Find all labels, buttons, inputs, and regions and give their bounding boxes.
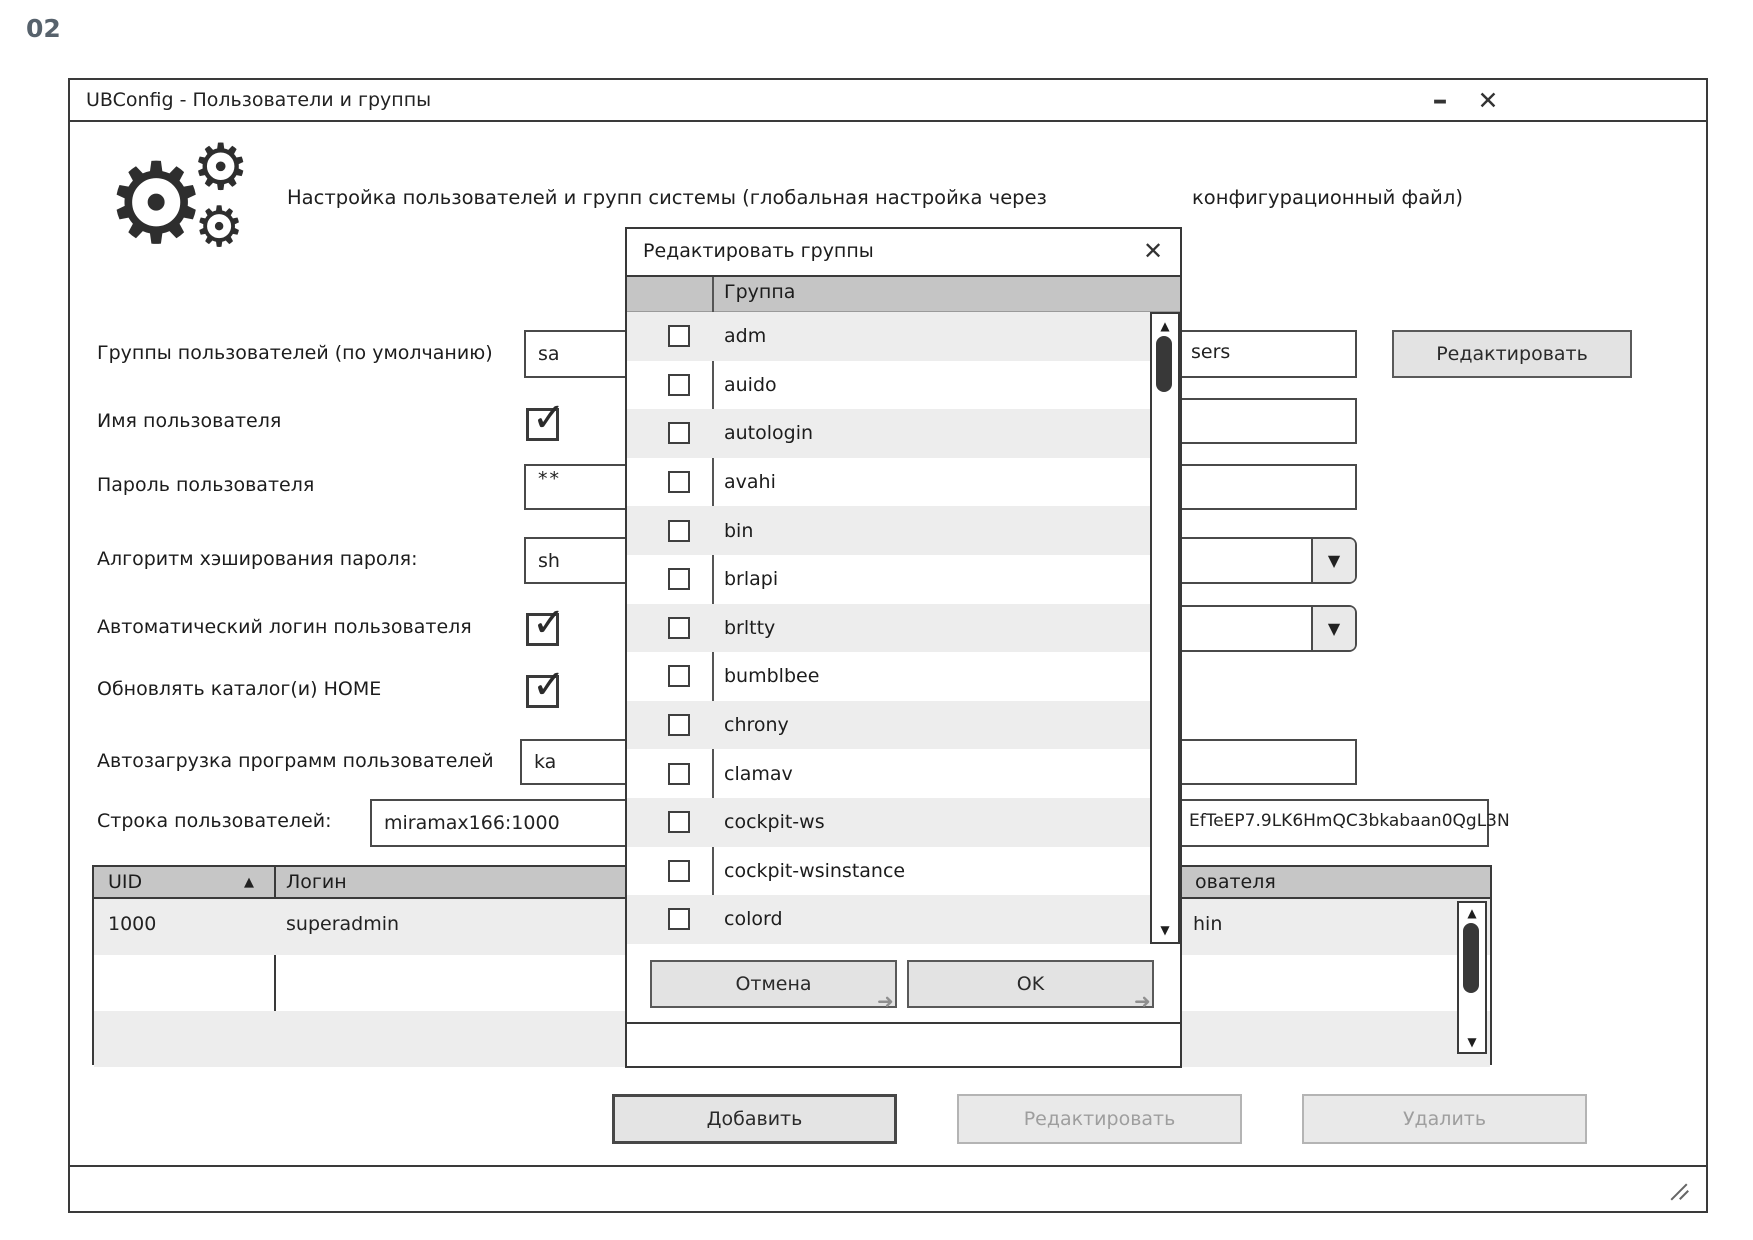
table-scrollbar[interactable] xyxy=(1457,901,1487,1054)
groups-scrollbar[interactable] xyxy=(1150,312,1180,944)
gear-icon: ⚙ xyxy=(192,131,250,205)
edit-groups-dialog xyxy=(625,227,1182,1068)
group-label: brltty xyxy=(724,616,776,639)
dialog-close-icon[interactable]: ✕ xyxy=(1142,237,1164,265)
col-uid[interactable]: UID xyxy=(108,871,143,893)
group-label: auido xyxy=(724,373,777,396)
autostart-programs-value: ka xyxy=(534,751,557,773)
group-checkbox[interactable] xyxy=(668,422,690,444)
dialog-title: Редактировать группы xyxy=(643,240,874,262)
group-row xyxy=(627,361,1150,410)
groups-column-header xyxy=(627,277,1180,312)
label-users-string: Строка пользователей: xyxy=(97,810,332,832)
group-row xyxy=(627,847,1150,896)
group-checkbox[interactable] xyxy=(668,908,690,930)
delete-button[interactable]: Удалить xyxy=(1302,1094,1587,1144)
group-label: bumblbee xyxy=(724,665,820,688)
scroll-up-icon[interactable]: ▲ xyxy=(1467,906,1477,920)
window-description-tail: конфигурационный файл) xyxy=(1192,186,1463,209)
group-checkbox[interactable] xyxy=(668,860,690,882)
chevron-down-icon[interactable]: ▼ xyxy=(1311,607,1355,650)
checkmark-icon: ✓ xyxy=(532,662,566,708)
group-checkbox[interactable] xyxy=(668,325,690,347)
checkmark-icon: ✓ xyxy=(532,395,566,441)
group-checkbox[interactable] xyxy=(668,617,690,639)
users-string-value-right: EfTeEP7.9LK6HmQC3bkabaan0QgL3N xyxy=(1189,811,1510,831)
groups-list xyxy=(627,312,1150,944)
user-name-checkbox[interactable] xyxy=(526,395,566,441)
cancel-button[interactable]: Отмена xyxy=(650,960,897,1008)
status-bar xyxy=(70,1165,1706,1211)
label-user-password: Пароль пользователя xyxy=(97,474,315,496)
close-icon[interactable]: ✕ xyxy=(1477,85,1499,115)
group-checkbox[interactable] xyxy=(668,520,690,542)
group-label: brlapi xyxy=(724,568,779,591)
scrollbar-thumb[interactable] xyxy=(1463,923,1479,993)
resize-grip[interactable] xyxy=(1666,1177,1692,1203)
chevron-down-icon[interactable]: ▼ xyxy=(1311,539,1355,582)
cell-login: superadmin xyxy=(286,913,400,935)
group-label: clamav xyxy=(724,762,793,785)
group-row xyxy=(627,652,1150,701)
group-checkbox[interactable] xyxy=(668,374,690,396)
link-arrow-icon: ➜ xyxy=(1134,989,1151,1013)
group-label: bin xyxy=(724,519,754,542)
scroll-down-icon[interactable]: ▼ xyxy=(1160,923,1170,937)
window-description: Настройка пользователей и групп системы (глобальная настройка через xyxy=(287,186,1047,209)
group-checkbox[interactable] xyxy=(668,471,690,493)
group-row xyxy=(627,798,1150,847)
label-default-groups: Группы пользователей (по умолчанию) xyxy=(97,342,493,364)
cell-username-fragment: hin xyxy=(1193,913,1223,935)
group-checkbox[interactable] xyxy=(668,811,690,833)
users-string-value-left: miramax166:1000 xyxy=(384,812,560,834)
minimize-icon[interactable]: – xyxy=(1432,82,1448,118)
window-title: UBConfig - Пользователи и группы xyxy=(86,89,432,111)
edit-groups-button[interactable]: Редактировать xyxy=(1392,330,1632,378)
scroll-down-icon[interactable]: ▼ xyxy=(1467,1035,1477,1049)
scrollbar-thumb[interactable] xyxy=(1156,336,1172,392)
dialog-bottom-divider xyxy=(627,1022,1180,1024)
ok-button[interactable]: OK xyxy=(907,960,1154,1008)
group-checkbox[interactable] xyxy=(668,568,690,590)
group-label: avahi xyxy=(724,471,776,494)
label-autostart-programs: Автозагрузка программ пользователей xyxy=(97,750,494,772)
sort-asc-icon[interactable]: ▲ xyxy=(244,875,254,890)
group-row xyxy=(627,895,1150,944)
default-groups-value: sa xyxy=(538,343,560,365)
gear-icon: ⚙ xyxy=(194,195,245,260)
link-arrow-icon: ➜ xyxy=(877,989,894,1013)
group-row xyxy=(627,409,1150,458)
col-login[interactable]: Логин xyxy=(286,871,347,893)
default-groups-list-value: sers xyxy=(1191,341,1231,363)
group-row xyxy=(627,506,1150,555)
groups-column-title: Группа xyxy=(724,281,796,303)
dialog-titlebar xyxy=(627,229,1180,277)
col-username-fragment[interactable]: ователя xyxy=(1195,871,1276,893)
checkmark-icon: ✓ xyxy=(532,600,566,646)
scroll-up-icon[interactable]: ▲ xyxy=(1160,319,1170,333)
group-label: cockpit-ws xyxy=(724,811,825,834)
group-row xyxy=(627,701,1150,750)
group-label: cockpit-wsinstance xyxy=(724,859,906,882)
hash-algorithm-value: sh xyxy=(538,549,560,572)
slide-number: 02 xyxy=(26,14,61,43)
group-label: autologin xyxy=(724,422,814,445)
gears-icon: ⚙ xyxy=(106,139,207,269)
label-update-home: Обновлять каталог(и) HOME xyxy=(97,678,382,700)
window-titlebar xyxy=(70,80,1706,122)
cell-uid: 1000 xyxy=(108,913,157,935)
group-row xyxy=(627,604,1150,653)
group-row xyxy=(627,555,1150,604)
group-label: chrony xyxy=(724,714,789,737)
label-autologin: Автоматический логин пользователя xyxy=(97,616,472,638)
label-hash-algorithm: Алгоритм хэширования пароля: xyxy=(97,548,418,570)
edit-button[interactable]: Редактировать xyxy=(957,1094,1242,1144)
label-user-name: Имя пользователя xyxy=(97,410,282,432)
autologin-checkbox[interactable] xyxy=(526,600,566,646)
group-row xyxy=(627,458,1150,507)
update-home-checkbox[interactable] xyxy=(526,662,566,708)
group-row xyxy=(627,749,1150,798)
group-checkbox[interactable] xyxy=(668,665,690,687)
group-label: colord xyxy=(724,908,783,931)
group-row xyxy=(627,312,1150,361)
group-label: adm xyxy=(724,325,767,348)
group-checkbox[interactable] xyxy=(668,714,690,736)
add-button[interactable]: Добавить xyxy=(612,1094,897,1144)
group-checkbox[interactable] xyxy=(668,763,690,785)
user-password-value: ** xyxy=(538,468,561,490)
